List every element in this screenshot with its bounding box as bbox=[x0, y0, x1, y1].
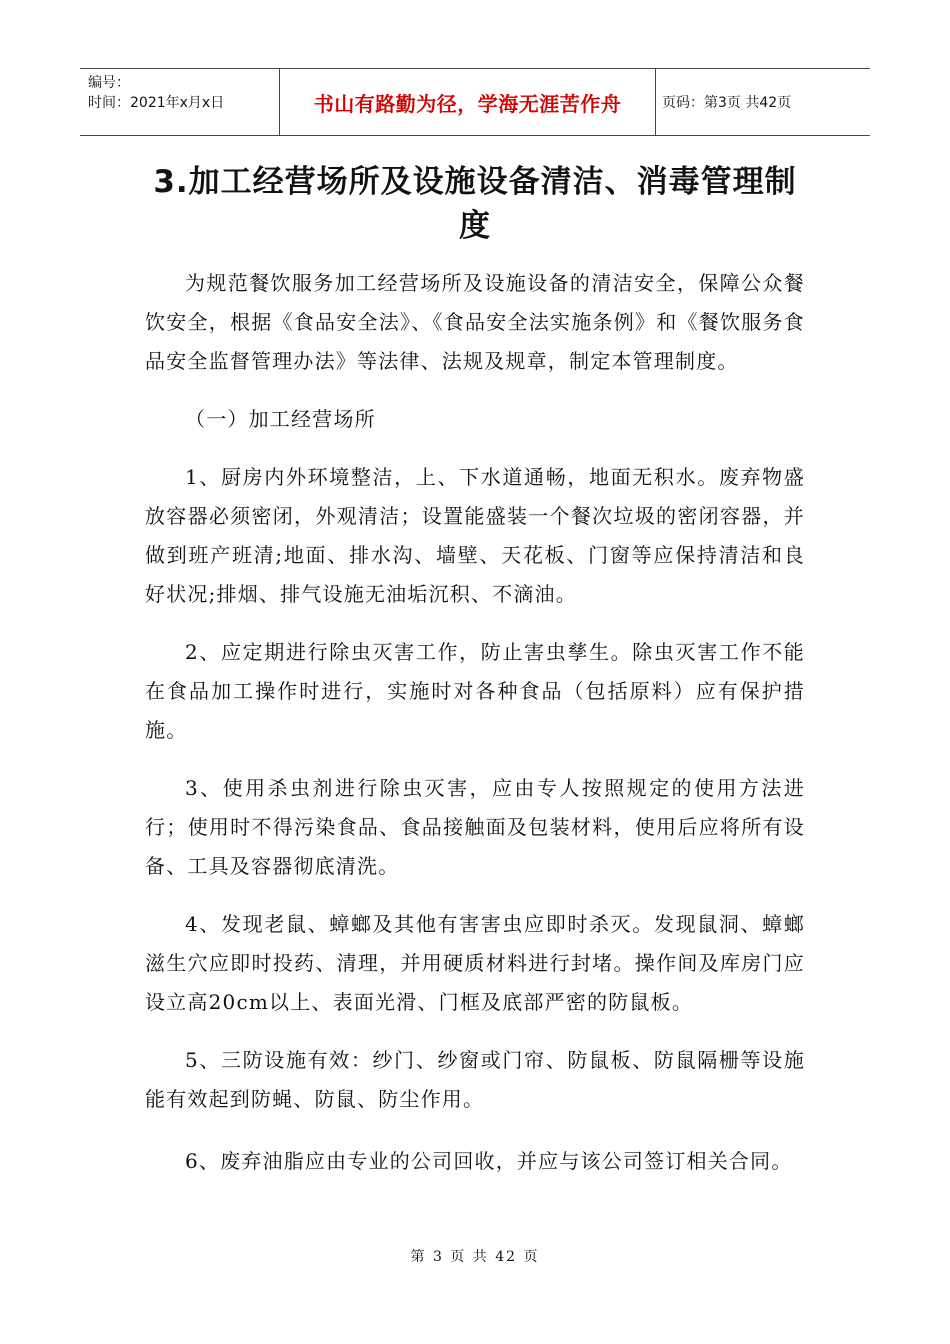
body-paragraph-1: 1、厨房内外环境整洁，上、下水道通畅，地面无积水。废弃物盛放容器必须密闭，外观清洁；设置能盛装一个餐次垃圾的密闭容器，并做到班产班清;地面、排水沟、墙壁、天花板、门窗等应保持清洁和良好状况;排烟、排气设施无油垢沉积、不滴油。 bbox=[145, 465, 805, 606]
document-number-label: 编号： bbox=[88, 75, 130, 91]
header-motto: 书山有路勤为径，学海无涯苦作舟 bbox=[280, 69, 656, 135]
document-date-label: 时间：2021年x月x日 bbox=[88, 95, 225, 111]
document-body bbox=[145, 264, 805, 1181]
body-paragraph-6: 6、废弃油脂应由专业的公司回收，并应与该公司签订相关合同。 bbox=[185, 1149, 793, 1173]
document-title: 3.加工经营场所及设施设备清洁、消毒管理制度 bbox=[153, 164, 797, 244]
section-heading: （一）加工经营场所 bbox=[185, 407, 376, 431]
body-paragraph-5: 5、三防设施有效：纱门、纱窗或门帘、防鼠板、防鼠隔栅等设施能有效起到防蝇、防鼠、防尘作用。 bbox=[145, 1048, 805, 1111]
header-page-number: 页码：第3页 共42页 bbox=[662, 95, 792, 111]
header-meta bbox=[80, 69, 280, 135]
body-paragraph-4: 4、发现老鼠、蟑螂及其他有害害虫应即时杀灭。发现鼠洞、蟑螂滋生穴应即时投药、清理，并用硬质材料进行封堵。操作间及库房门应设立高20cm以上、表面光滑、门框及底部严密的防鼠板。 bbox=[145, 912, 805, 1014]
body-paragraph-2: 2、应定期进行除虫灭害工作，防止害虫孳生。除虫灭害工作不能在食品加工操作时进行，实施时对各种食品（包括原料）应有保护措施。 bbox=[145, 640, 805, 742]
intro-paragraph: 为规范餐饮服务加工经营场所及设施设备的清洁安全，保障公众餐饮安全，根据《食品安全法》、《食品安全法实施条例》和《餐饮服务食品安全监督管理办法》等法律、法规及规章，制定本管理制度。 bbox=[145, 271, 805, 373]
page-header bbox=[80, 68, 870, 136]
body-paragraph-3: 3、使用杀虫剂进行除虫灭害，应由专人按照规定的使用方法进行；使用时不得污染食品、食品接触面及包装材料，使用后应将所有设备、工具及容器彻底清洗。 bbox=[145, 776, 805, 878]
page-footer: 第 3 页 共 42 页 bbox=[410, 1249, 540, 1265]
